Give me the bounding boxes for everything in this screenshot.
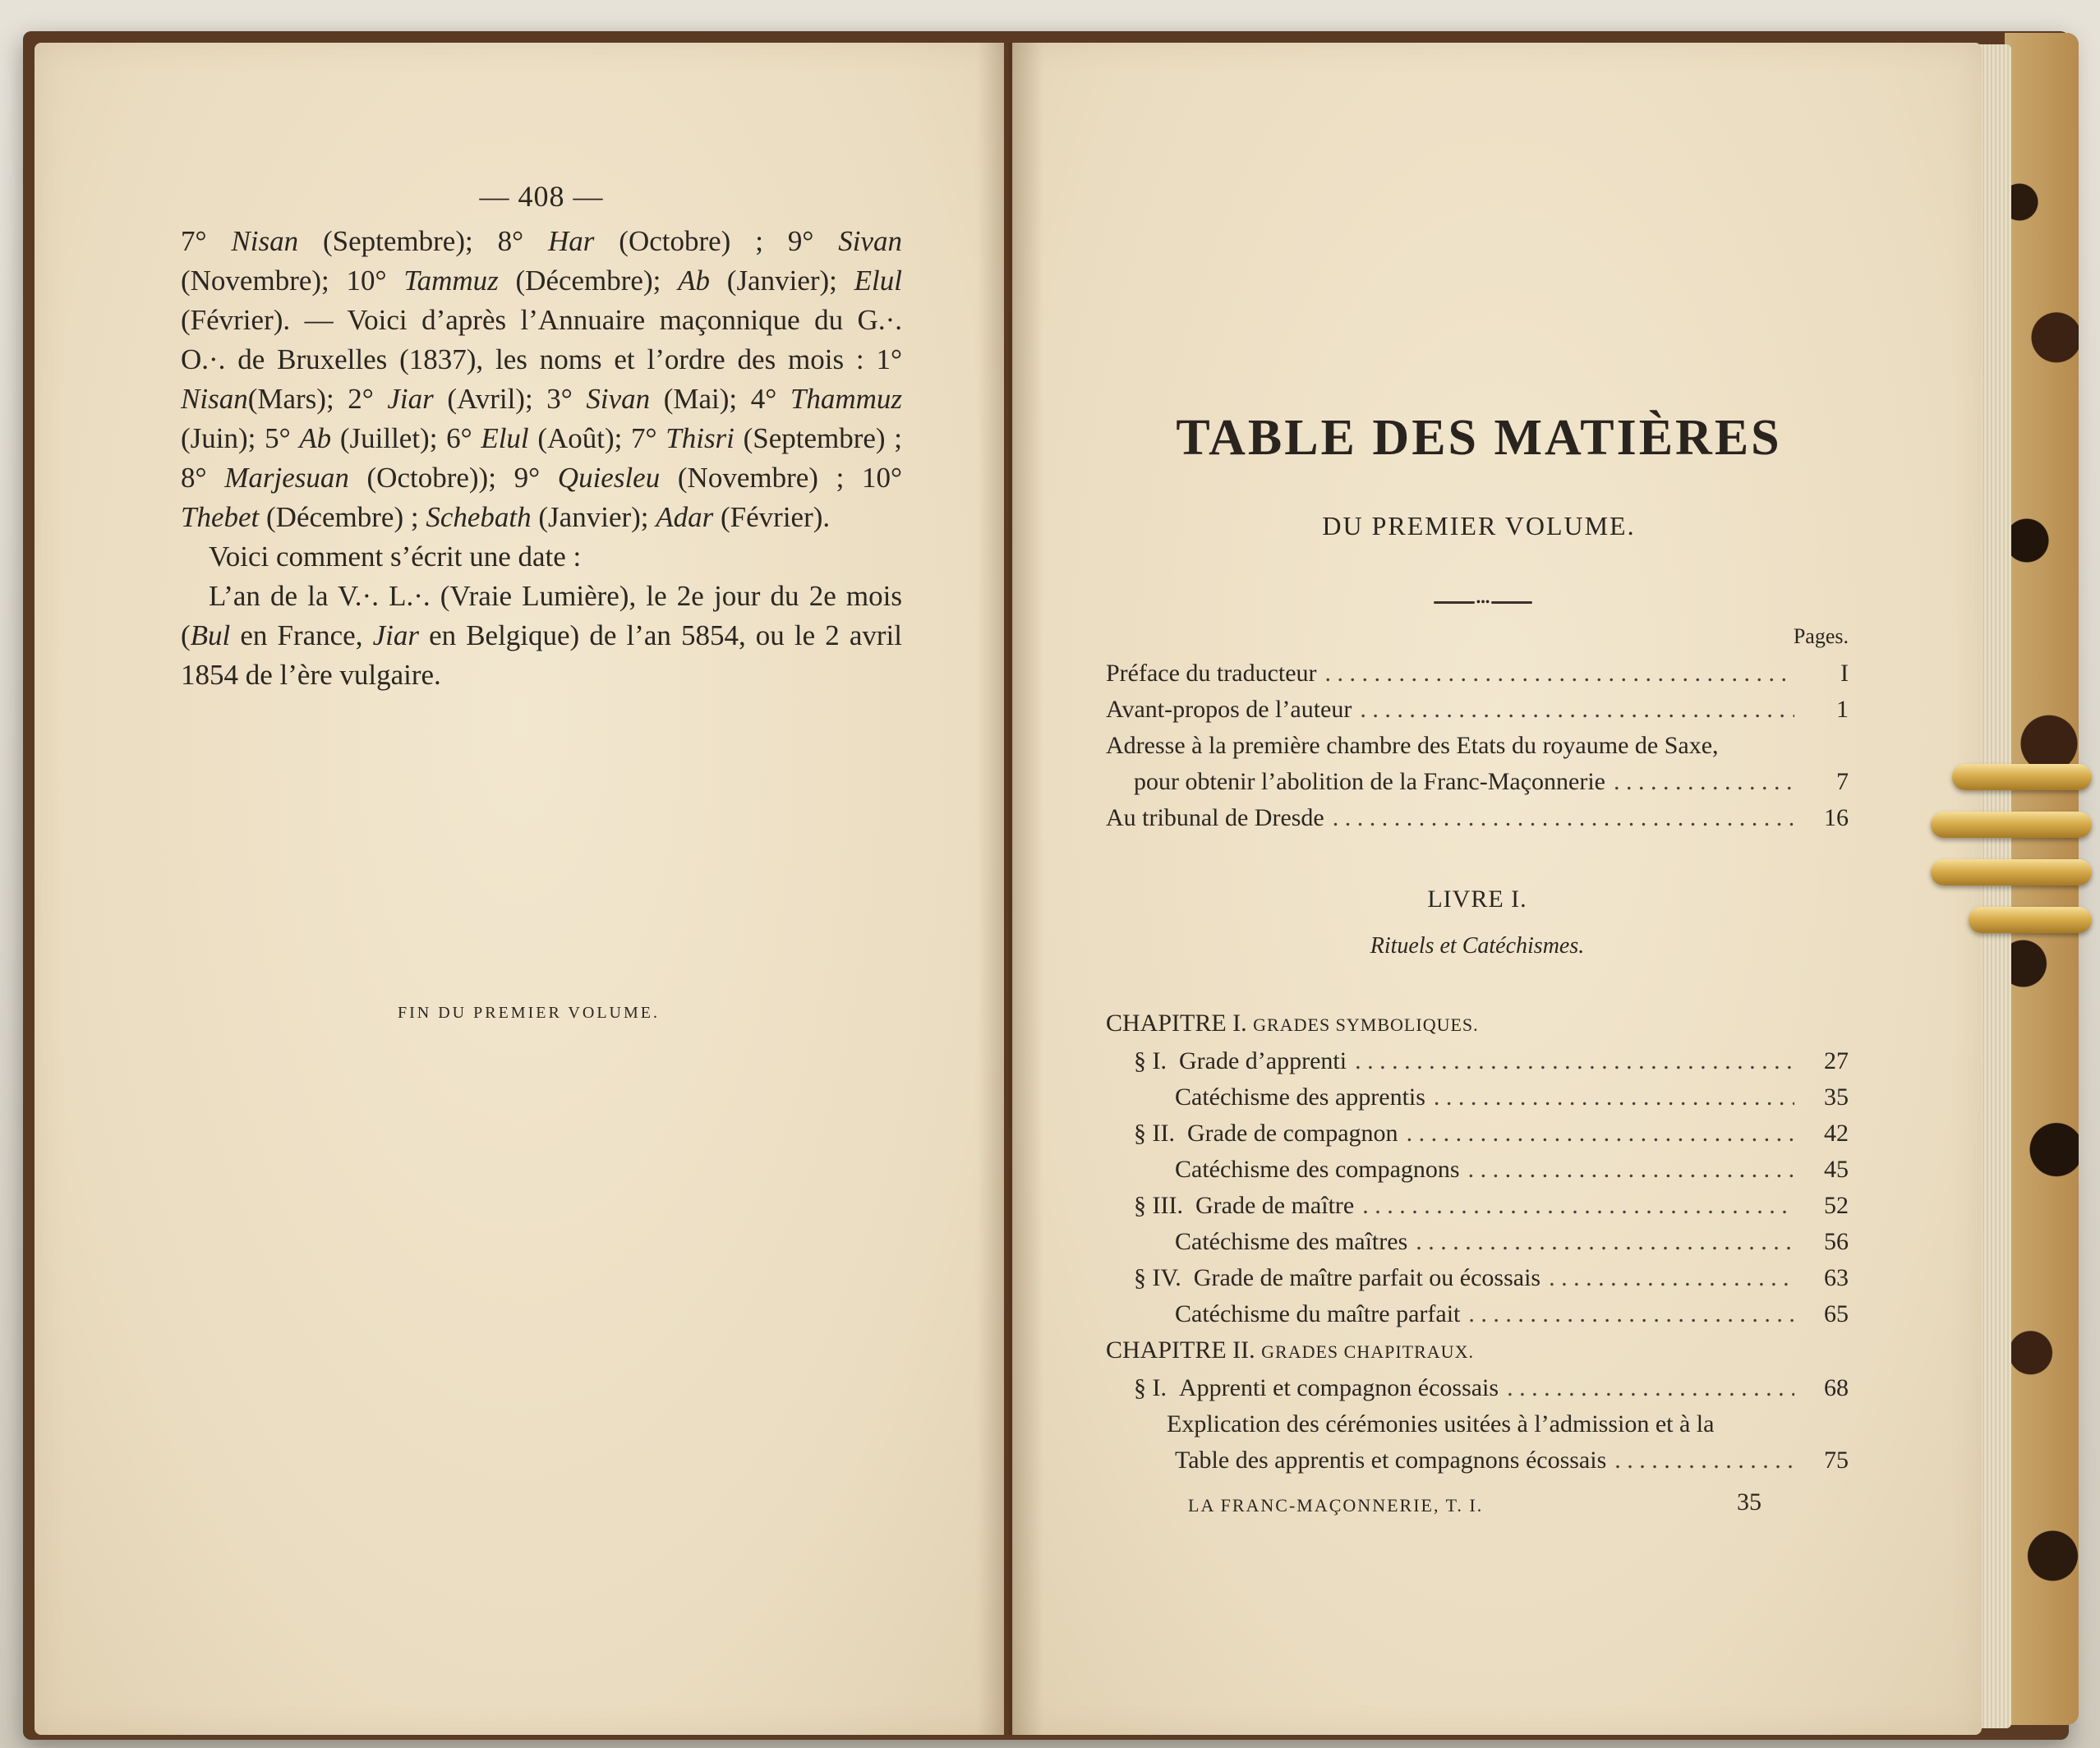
paragraph xyxy=(181,577,902,695)
leader-dots xyxy=(1325,656,1794,692)
entry-page: 75 xyxy=(1824,1447,1849,1474)
text-run: (Septembre); 8° xyxy=(298,225,548,257)
text-run: (Novembre) ; 10° xyxy=(660,462,903,494)
italic-run: Thammuz xyxy=(790,383,902,415)
text-run: (Avril); 3° xyxy=(433,383,587,415)
toc-entry xyxy=(1106,1260,1849,1296)
entry-page: 7 xyxy=(1836,768,1849,795)
book-heading: LIVRE I. xyxy=(1427,886,1527,913)
text-run: (Octobre) ; 9° xyxy=(594,225,839,257)
entry-label: pour obtenir l’abolition de la Franc-Maçonnerie xyxy=(1134,768,1605,795)
entry-text: Catéchisme du maître parfait xyxy=(1175,1300,1461,1327)
text-run: (Décembre); xyxy=(498,264,679,297)
text-run: L’an de la V.·. L.·. (Vraie Lumière), le 2e jour du 2e mois ( xyxy=(181,580,902,651)
toc-entry xyxy=(1106,764,1849,800)
toc-entry xyxy=(1106,1406,1849,1442)
toc-entry xyxy=(1106,1296,1849,1332)
entry-label xyxy=(1175,1152,1460,1188)
page-number: — 408 — xyxy=(479,180,604,213)
text-run: 7° xyxy=(181,225,232,257)
italic-run: Nisan xyxy=(181,383,248,415)
chapter-heading xyxy=(1106,1005,1849,1043)
leader-dots xyxy=(1614,1442,1794,1479)
entry-text: Grade de maître parfait ou écossais xyxy=(1193,1264,1541,1291)
italic-run: Ab xyxy=(678,264,711,297)
italic-run: Ab xyxy=(299,422,332,454)
entry-label: § I. Apprenti et compagnon écossais xyxy=(1134,1374,1499,1401)
italic-run: Quiesleu xyxy=(557,462,661,494)
entry-page: 56 xyxy=(1824,1228,1849,1255)
entry-label: Table des apprentis et compagnons écossais xyxy=(1175,1447,1607,1474)
text-run: (Juillet); 6° xyxy=(331,422,481,454)
italic-run: Marjesuan xyxy=(224,462,349,494)
italic-run: Tammuz xyxy=(403,264,499,297)
entry-label: Adresse à la première chambre des Etats du royaume de Saxe, xyxy=(1106,732,1719,759)
front-matter xyxy=(1106,656,1849,728)
leader-dots xyxy=(1333,800,1794,836)
toc-entry xyxy=(1106,1043,1849,1079)
entry-label xyxy=(1106,656,1317,692)
end-note: FIN DU PREMIER VOLUME. xyxy=(398,1004,660,1022)
entry-text: Grade d’apprenti xyxy=(1179,1047,1347,1074)
text-run: (Février). — Voici d’après l’Annuaire maçonnique du G.·. O.·. de Bruxelles (1837), les noms et l’ordre des mois : 1° xyxy=(181,304,902,375)
toc-entry xyxy=(1106,1188,1849,1224)
toc-entry xyxy=(1106,800,1849,836)
pages-header: Pages. xyxy=(1793,624,1849,648)
entry-page: 35 xyxy=(1824,1083,1849,1111)
chapter-number: CHAPITRE I. xyxy=(1106,1010,1247,1037)
entry-label: Explication des cérémonies usitées à l’admission et à la xyxy=(1167,1410,1715,1438)
leader-dots xyxy=(1355,1043,1794,1079)
entry-page: 65 xyxy=(1824,1300,1849,1327)
paragraph xyxy=(181,537,902,577)
leader-dots xyxy=(1360,692,1794,728)
text-run: (Décembre) ; xyxy=(259,501,426,533)
toc-entry xyxy=(1106,1370,1849,1406)
entry-page: 16 xyxy=(1824,804,1849,831)
text-run: en Belgique) de l’an 5854, ou le 2 avril 1854 de l’ère vulgaire. xyxy=(181,619,902,691)
text-run: (Janvier); xyxy=(531,501,656,533)
entry-label xyxy=(1134,1116,1398,1152)
toc-entry xyxy=(1106,1224,1849,1260)
toc-entry xyxy=(1106,1079,1849,1116)
chapter-number: CHAPITRE II. xyxy=(1106,1336,1255,1364)
entry-label xyxy=(1134,1043,1347,1079)
section-mark: § I. xyxy=(1134,1047,1167,1074)
text-run: (Novembre); 10° xyxy=(181,264,404,297)
entry-label: Au tribunal de Dresde xyxy=(1106,804,1324,831)
toc-entry xyxy=(1106,1116,1849,1152)
entry-page: 45 xyxy=(1824,1156,1849,1183)
italic-run: Jiar xyxy=(387,383,434,415)
ornament-divider: ••• xyxy=(1434,596,1532,610)
footer-signature: LA FRANC-MAÇONNERIE, T. I. xyxy=(1188,1495,1484,1516)
section-mark: § IV. xyxy=(1134,1264,1181,1291)
text-run: (Juin); 5° xyxy=(181,422,300,454)
entry-label xyxy=(1175,1079,1425,1116)
text-run: (Mai); 4° xyxy=(650,383,790,415)
toc-entry xyxy=(1106,1442,1849,1479)
book-subheading: Rituels et Catéchismes. xyxy=(1370,933,1585,959)
italic-run: Elul xyxy=(854,264,902,297)
chapter-title: GRADES CHAPITRAUX. xyxy=(1261,1341,1474,1362)
text-run: (Janvier); xyxy=(710,264,854,297)
italic-run: Har xyxy=(547,225,595,257)
entry-page: I xyxy=(1840,660,1849,687)
footer-sheet-number: 35 xyxy=(1737,1488,1762,1516)
section-mark: § III. xyxy=(1134,1192,1183,1219)
text-run: (Février). xyxy=(713,501,831,533)
text-run: Voici comment s’écrit une date : xyxy=(209,540,582,573)
entry-text: Grade de maître xyxy=(1195,1192,1355,1219)
chapter-heading xyxy=(1106,1332,1849,1370)
text-run: (Octobre)); 9° xyxy=(348,462,558,494)
leader-dots xyxy=(1614,764,1794,800)
italic-run: Thisri xyxy=(665,422,735,454)
leader-dots xyxy=(1549,1260,1794,1296)
entry-text: Avant-propos de l’auteur xyxy=(1106,696,1352,723)
text-run: (Septembre) ; 8° xyxy=(181,422,902,494)
leader-dots xyxy=(1434,1079,1794,1116)
page-clip xyxy=(1931,764,2095,961)
italic-run: Thebet xyxy=(181,501,260,533)
entry-page: 68 xyxy=(1824,1374,1849,1401)
italic-run: Bul xyxy=(190,619,231,651)
toc-entry xyxy=(1106,728,1849,764)
leader-dots xyxy=(1468,1152,1794,1188)
entry-label xyxy=(1134,1260,1540,1296)
italic-run: Nisan xyxy=(231,225,299,257)
leader-dots xyxy=(1416,1224,1794,1260)
entry-text: Catéchisme des maîtres xyxy=(1175,1228,1408,1255)
entry-page: 52 xyxy=(1824,1192,1849,1219)
toc-subtitle: DU PREMIER VOLUME. xyxy=(1322,511,1636,540)
leader-dots xyxy=(1362,1188,1794,1224)
entry-text: Grade de compagnon xyxy=(1186,1120,1398,1147)
italic-run: Jiar xyxy=(372,619,419,651)
italic-run: Sivan xyxy=(586,383,651,415)
leader-dots xyxy=(1507,1370,1794,1406)
italic-run: Elul xyxy=(481,422,529,454)
chapter-entries xyxy=(1106,1043,1849,1332)
table-of-contents xyxy=(1106,624,1849,1479)
toc-entry xyxy=(1106,692,1849,728)
entry-label xyxy=(1134,1188,1354,1224)
text-run: (Mars); 2° xyxy=(247,383,388,415)
toc-title: TABLE DES MATIÈRES xyxy=(1176,410,1782,466)
text-run: (Août); 7° xyxy=(528,422,666,454)
entry-page: 42 xyxy=(1824,1120,1849,1147)
leader-dots xyxy=(1468,1296,1794,1332)
entry-text: Préface du traducteur xyxy=(1106,660,1317,687)
entry-label xyxy=(1175,1296,1460,1332)
italic-run: Adar xyxy=(656,501,714,533)
left-page-text xyxy=(181,179,902,695)
toc-entry xyxy=(1106,656,1849,692)
toc-entry xyxy=(1106,1152,1849,1188)
text-run: en France, xyxy=(230,619,373,651)
chapter-title: GRADES SYMBOLIQUES. xyxy=(1253,1014,1479,1035)
entry-text: Catéchisme des apprentis xyxy=(1175,1083,1425,1111)
entry-label xyxy=(1106,692,1352,728)
leader-dots xyxy=(1407,1116,1794,1152)
italic-run: Schebath xyxy=(426,501,532,533)
section-mark: § II. xyxy=(1134,1120,1175,1147)
italic-run: Sivan xyxy=(838,225,902,257)
entry-page: 1 xyxy=(1836,696,1849,723)
entry-text: Catéchisme des compagnons xyxy=(1175,1156,1460,1183)
entry-page: 27 xyxy=(1824,1047,1849,1074)
paragraph xyxy=(181,222,902,537)
entry-label xyxy=(1175,1224,1407,1260)
entry-page: 63 xyxy=(1824,1264,1849,1291)
